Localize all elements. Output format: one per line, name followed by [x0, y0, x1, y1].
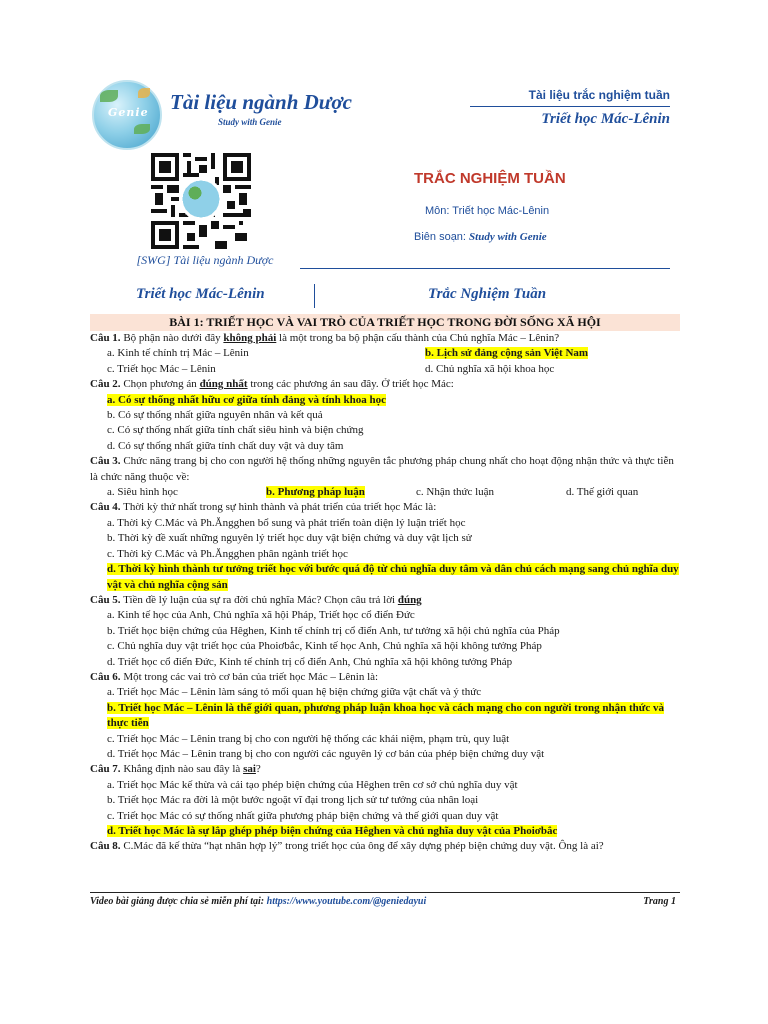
option-c[interactable]: c. Thời kỳ C.Mác và Ph.Ăngghen phân ngành triết học [107, 547, 348, 560]
author-label: Biên soạn: [414, 231, 470, 243]
option-a[interactable]: a. Triết học Mác kế thừa và cải tạo phép biện chứng của Hêghen trên cơ sở chủ nghĩa duy vật [107, 778, 518, 791]
question-text: Tiền đề lý luận của sự ra đời chủ nghĩa Mác? Chọn câu trả lời [120, 593, 398, 606]
option-c[interactable]: c. Có sự thống nhất giữa tính chất siêu hình và biện chứng [107, 424, 364, 437]
author-line [414, 231, 547, 243]
option-b[interactable]: b. Triết học Mác ra đời là một bước ngoặt vĩ đại trong lịch sử tư tưởng của nhân loại [107, 794, 479, 807]
option-d[interactable]: d. Chủ nghĩa xã hội khoa học [425, 362, 555, 375]
option-b[interactable] [90, 701, 682, 732]
question-number: Câu 5. [90, 593, 121, 606]
logo-text: Genie [108, 106, 149, 119]
subject-label: Môn: Triết học Mác-Lênin [425, 205, 550, 217]
banner-subject: Triết học Mác-Lênin [136, 286, 265, 302]
question-2 [90, 377, 682, 392]
leaf-icon [100, 90, 118, 102]
option-d[interactable]: d. Triết học cổ điển Đức, Kinh tế chính trị cổ điển Anh, Chủ nghĩa xã hội không tưởng Pháp [107, 655, 513, 668]
emphasis: đúng [397, 593, 422, 606]
option-a[interactable]: a. Kinh tế chính trị Mác – Lênin [107, 347, 249, 360]
option-a[interactable]: a. Kinh tế học của Anh, Chủ nghĩa xã hội Pháp, Triết học cổ điển Đức [107, 609, 415, 622]
option-a[interactable]: a. Triết học Mác – Lênin làm sáng tỏ mối quan hệ biện chứng giữa vật chất và ý thức [107, 686, 482, 699]
option-a[interactable]: a. Siêu hình học [107, 486, 178, 499]
question-6 [90, 670, 682, 685]
question-text: trong các phương án sau đây. Ở triết học Mác: [247, 378, 454, 391]
question-text: ? [255, 763, 261, 776]
option-d[interactable]: d. Triết học Mác – Lênin trang bị cho con người các nguyên lý cơ bản của phép biện chứng duy vật [107, 747, 545, 760]
option-d[interactable]: d. Thế giới quan [566, 486, 639, 499]
banner-divider [314, 284, 315, 308]
question-5 [90, 593, 682, 608]
header-doc-type: Tài liệu trắc nghiệm tuần [528, 88, 670, 102]
footer-note [90, 896, 426, 907]
header-subject: Triết học Mác-Lênin [541, 111, 670, 127]
page-number: Trang 1 [643, 896, 676, 907]
title-divider [300, 268, 670, 269]
option-b[interactable] [266, 485, 416, 500]
answer-highlight: b. Phương pháp luận [266, 486, 365, 499]
logo [92, 80, 162, 150]
option-row [90, 362, 682, 377]
question-text: Chọn phương án [120, 378, 200, 391]
question-4 [90, 500, 682, 515]
youtube-link[interactable]: https://www.youtube.com/@geniedayui [266, 896, 427, 907]
question-7 [90, 762, 682, 777]
question-number: Câu 4. [90, 501, 121, 514]
question-number: Câu 3. [90, 455, 121, 468]
qr-caption: [SWG] Tài liệu ngành Dược [136, 253, 274, 267]
page-title: TRẮC NGHIỆM TUẦN [414, 170, 566, 187]
emphasis: không phải [223, 332, 277, 344]
question-1 [90, 331, 682, 346]
question-text: Thời kỳ thứ nhất trong sự hình thành và phát triển của triết học Mác là: [120, 501, 437, 514]
question-text: Một trong các vai trò cơ bản của triết học Mác – Lênin là: [120, 670, 379, 683]
answer-highlight: b. Triết học Mác – Lênin là thế giới quan, phương pháp luận khoa học và cách mạng cho con người trong nhận thức và thực tiễn [107, 701, 665, 730]
footer-text: Video bài giảng được chia sẻ miễn phí tại: [90, 896, 267, 907]
emphasis: sai [243, 763, 256, 776]
leaf-icon [138, 88, 150, 98]
header-divider [470, 106, 670, 107]
option-b[interactable]: b. Triết học biện chứng của Hêghen, Kinh tế chính trị cổ điển Anh, tư tưởng xã hội chủ nghĩa của Pháp [107, 624, 560, 637]
answer-highlight: d. Thời kỳ hình thành tư tưởng triết học với bước quá độ từ chủ nghĩa duy tâm và dân chủ cách mạng sang chủ nghĩa duy vật và chủ nghĩa cộng sản [107, 563, 679, 591]
question-text: C.Mác đã kế thừa “hạt nhân hợp lý” trong triết học của ông để xây dựng phép biện chứng duy vật. Ông là ai? [120, 840, 604, 853]
leaf-icon [134, 124, 150, 134]
option-c[interactable]: c. Triết học Mác có sự thống nhất giữa phương pháp biện chứng và thế giới quan duy vật [107, 809, 499, 822]
answer-highlight: a. Có sự thống nhất hữu cơ giữa tính đảng và tính khoa học [107, 393, 386, 406]
answer-highlight: d. Triết học Mác là sự lắp ghép phép biện chứng của Hêghen và chủ nghĩa duy vật của Phoiơbắc [107, 825, 558, 837]
question-number: Câu 2. [90, 378, 121, 391]
question-3 [90, 454, 682, 485]
option-c[interactable]: c. Nhận thức luận [416, 486, 495, 499]
option-row [90, 346, 682, 361]
question-number: Câu 6. [90, 670, 121, 683]
brand-subtitle: Study with Genie [218, 117, 282, 127]
option-c[interactable]: c. Chủ nghĩa duy vật triết học của Phoiơbắc, Kinh tế học Anh, Chủ nghĩa xã hội không tưởng Pháp [107, 640, 542, 653]
question-8 [90, 839, 682, 854]
footer-divider [90, 892, 680, 893]
option-c[interactable]: c. Triết học Mác – Lênin [107, 362, 216, 375]
option-b[interactable]: b. Có sự thống nhất giữa nguyên nhân và kết quả [107, 409, 323, 422]
option-d[interactable]: d. Có sự thống nhất giữa tính chất duy vật và duy tâm [107, 439, 344, 452]
answer-highlight: b. Lịch sử đảng cộng sản Việt Nam [425, 347, 589, 360]
question-text: Bộ phận nào dưới đây [120, 332, 224, 344]
option-d[interactable] [90, 824, 682, 839]
option-b[interactable] [425, 346, 588, 361]
question-text: Khẳng định nào sau đây là [120, 763, 244, 776]
question-text: Chức năng trang bị cho con người hệ thống những nguyên tắc phương pháp chung nhất cho hoạt động nhận thức và thực tiễn là chức năng thuộc về: [90, 455, 674, 483]
question-number: Câu 1. [90, 332, 121, 344]
banner-quiz-label: Trắc Nghiệm Tuần [428, 286, 547, 302]
emphasis: đúng nhất [199, 378, 248, 391]
author-name: Study with Genie [469, 231, 547, 243]
section-heading: BÀI 1: TRIẾT HỌC VÀ VAI TRÒ CỦA TRIẾT HỌC TRONG ĐỜI SỐNG XÃ HỘI [90, 314, 680, 331]
question-number: Câu 7. [90, 763, 121, 776]
option-row [90, 485, 682, 500]
question-list [90, 331, 682, 855]
brand-title: Tài liệu ngành Dược [170, 90, 352, 114]
option-d[interactable] [90, 562, 682, 593]
option-b[interactable]: b. Thời kỳ đề xuất những nguyên lý triết học duy vật biện chứng và duy vật lịch sử [107, 532, 472, 545]
question-text: là một trong ba bộ phận cấu thành của Chủ nghĩa Mác – Lênin? [276, 332, 560, 344]
option-a[interactable]: a. Thời kỳ C.Mác và Ph.Ăngghen bổ sung và phát triển toàn diện lý luận triết học [107, 516, 466, 529]
qr-code-icon[interactable] [151, 153, 251, 249]
option-c[interactable]: c. Triết học Mác – Lênin trang bị cho con người hệ thống các khái niệm, phạm trù, quy luật [107, 732, 510, 745]
question-number: Câu 8. [90, 840, 121, 853]
option-a[interactable] [90, 393, 682, 408]
